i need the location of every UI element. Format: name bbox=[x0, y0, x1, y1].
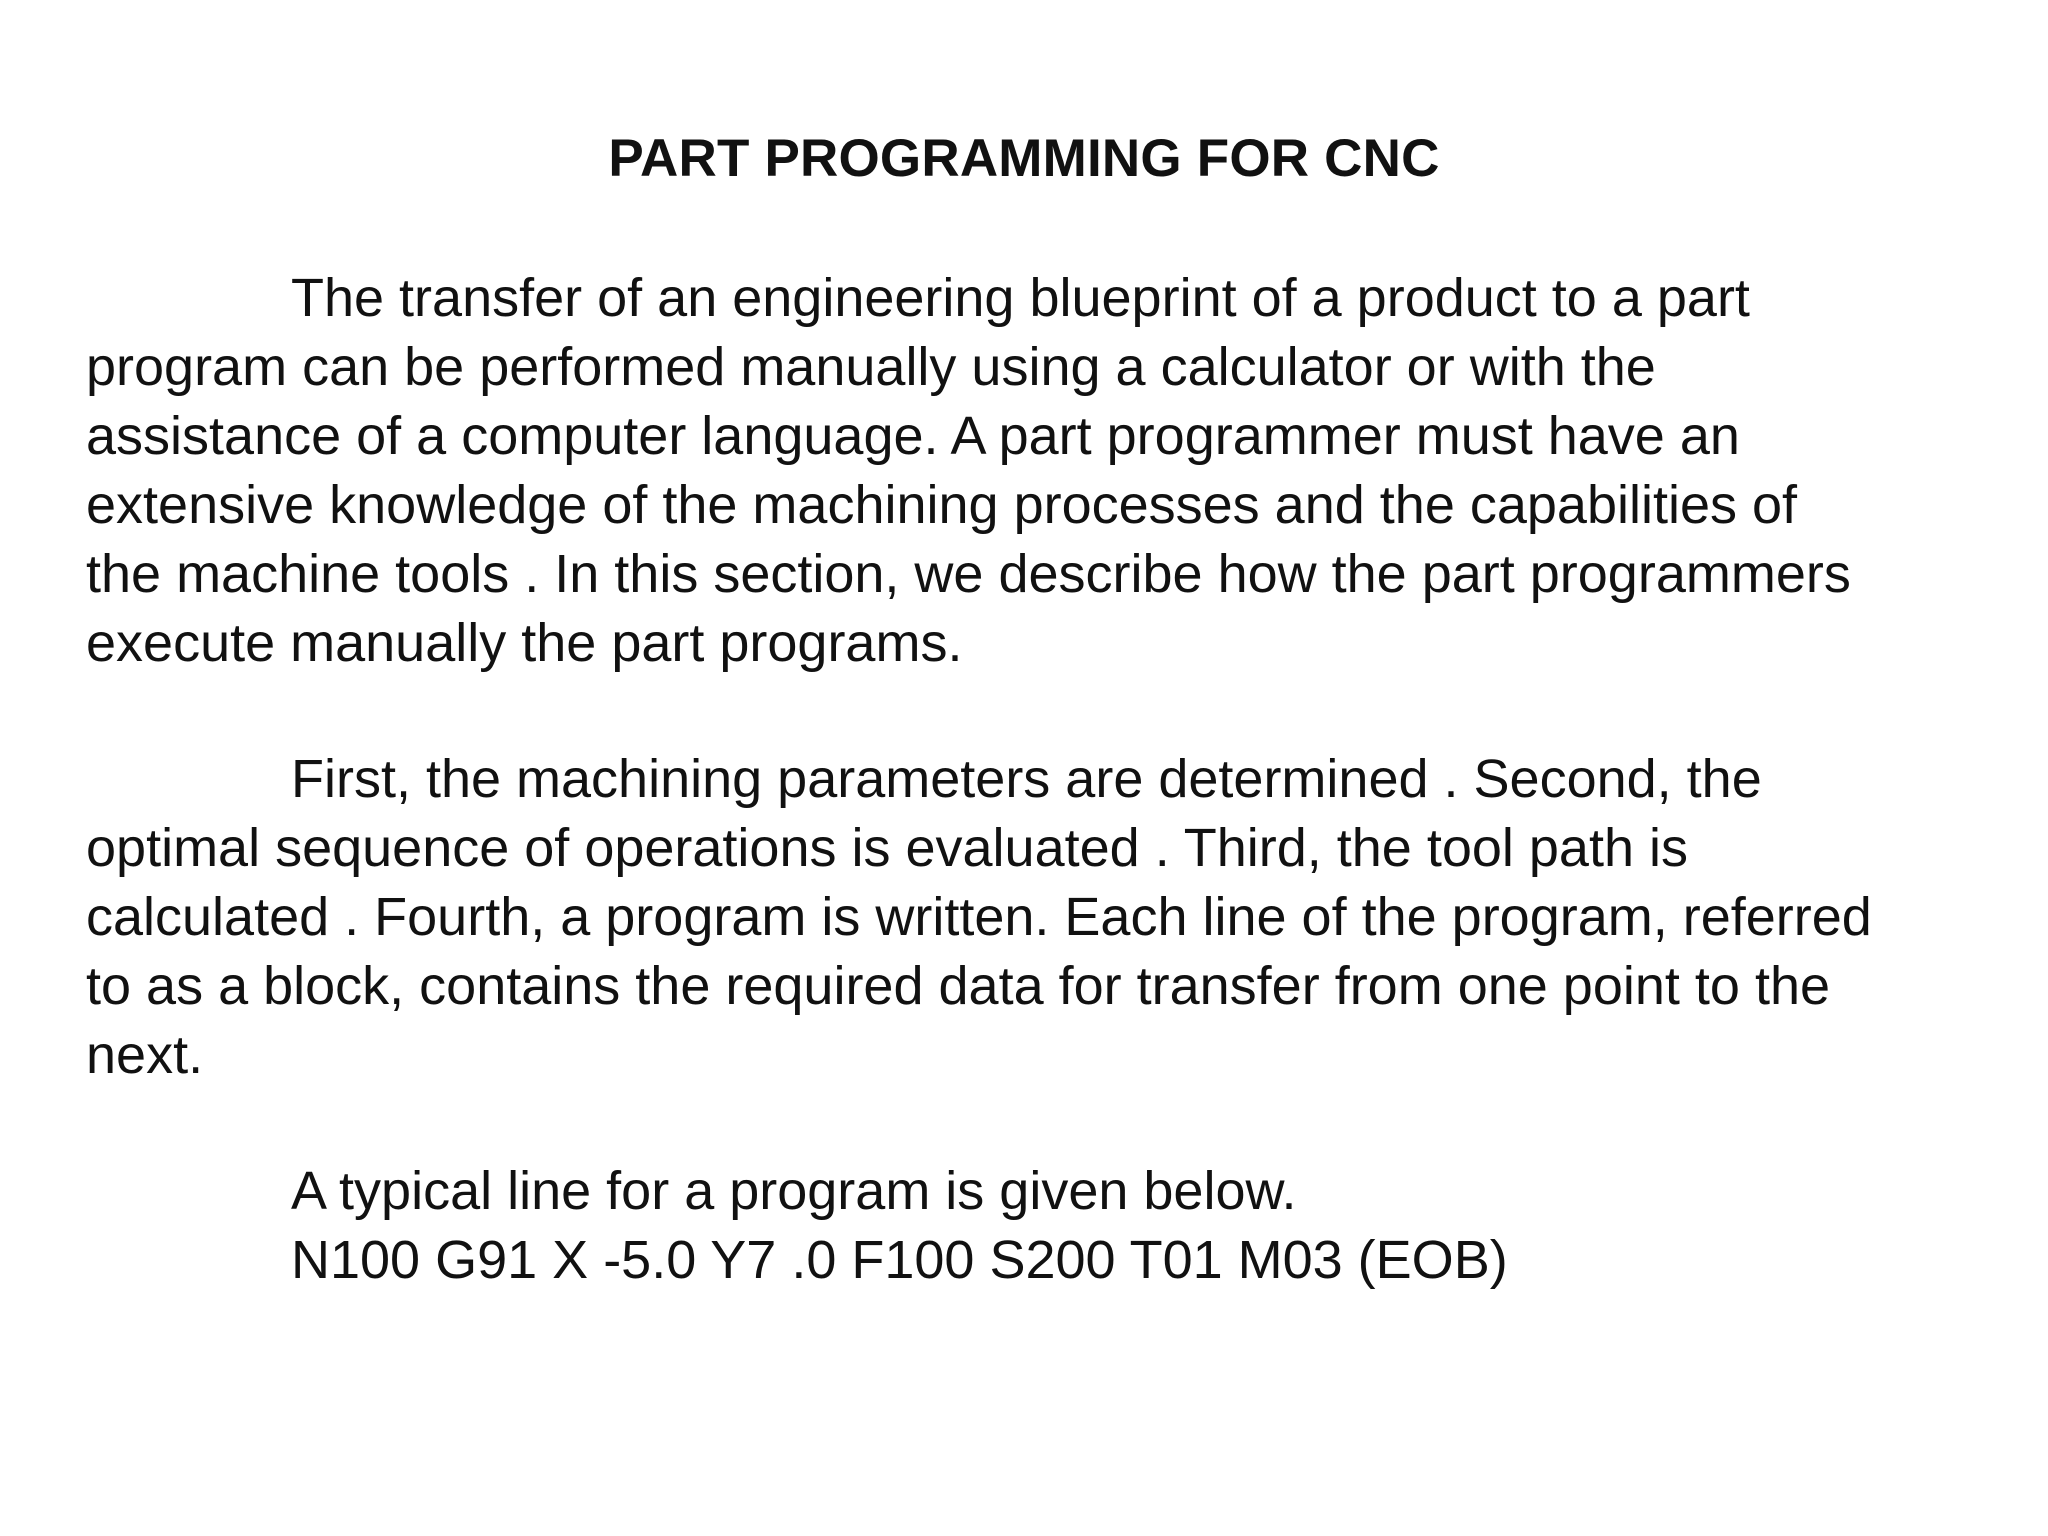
slide-title: PART PROGRAMMING FOR CNC bbox=[608, 129, 1440, 188]
paragraph-line: The transfer of an engineering blueprint of a product to a part bbox=[291, 268, 1750, 328]
paragraph-programming-steps bbox=[86, 745, 2016, 1090]
paragraph-line: assistance of a computer language. A part programmer must have an bbox=[86, 406, 1740, 466]
paragraph-line: calculated . Fourth, a program is written. Each line of the program, referred bbox=[86, 887, 1872, 947]
paragraph-blueprint-transfer bbox=[86, 264, 2016, 678]
paragraph-line: program can be performed manually using a calculator or with the bbox=[86, 337, 1656, 397]
paragraph-program-example bbox=[86, 1157, 2016, 1295]
paragraph-line: optimal sequence of operations is evaluated . Third, the tool path is bbox=[86, 818, 1688, 878]
paragraph-line: First, the machining parameters are determined . Second, the bbox=[291, 749, 1762, 809]
paragraph-line: the machine tools . In this section, we describe how the part programmers bbox=[86, 544, 1851, 604]
paragraph-line: execute manually the part programs. bbox=[86, 613, 963, 673]
paragraph-line: to as a block, contains the required data for transfer from one point to the bbox=[86, 956, 1831, 1016]
paragraph-line: extensive knowledge of the machining processes and the capabilities of bbox=[86, 475, 1798, 535]
paragraph-line: next. bbox=[86, 1025, 204, 1085]
example-code-line: N100 G91 X -5.0 Y7 .0 F100 S200 T01 M03 (EOB) bbox=[291, 1230, 1508, 1290]
example-intro: A typical line for a program is given below. bbox=[291, 1161, 1297, 1221]
